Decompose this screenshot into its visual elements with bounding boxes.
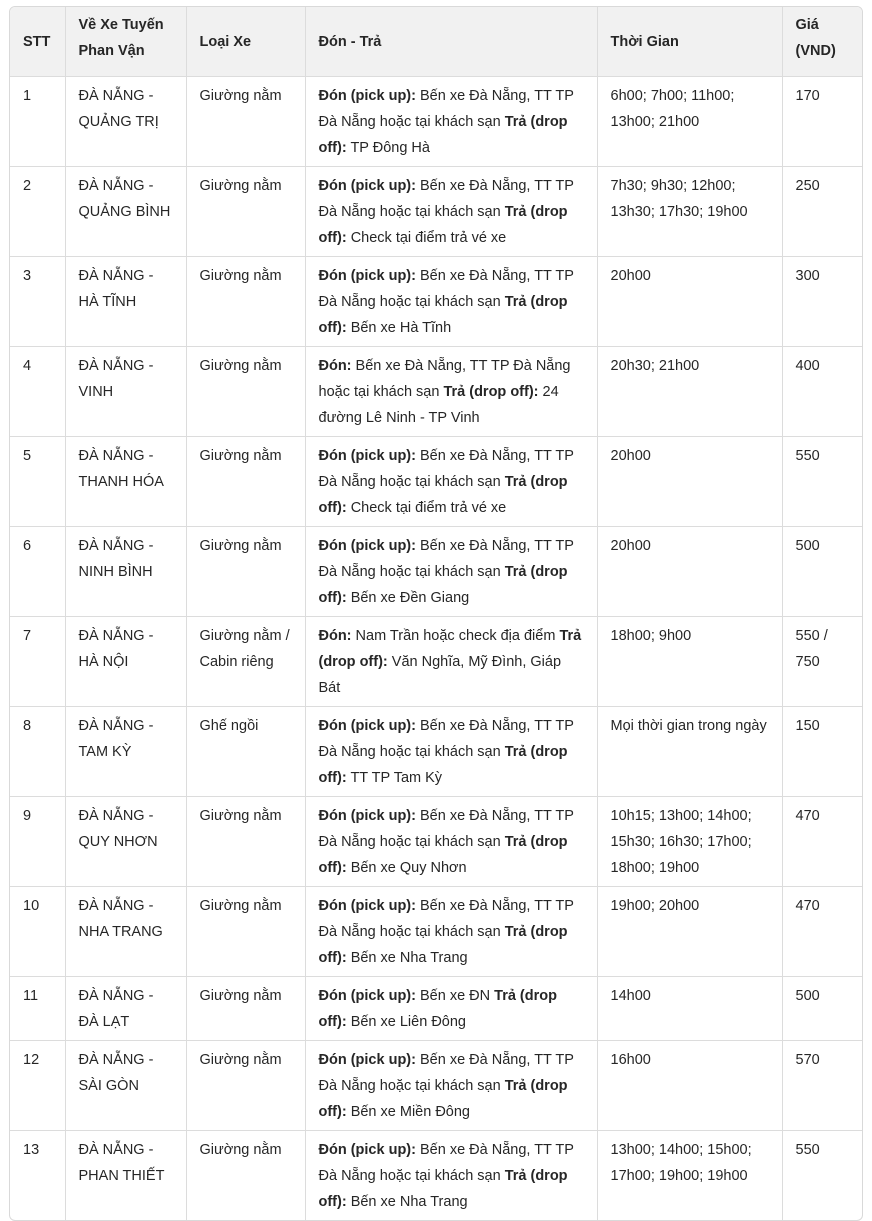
cell-stt: 11 [10, 977, 65, 1041]
dropoff-label: Trả (drop off): [318, 1168, 568, 1210]
cell-vehicle-type: Giường nằm [186, 1131, 305, 1221]
pickup-text: Bến xe Đà Nẵng, TT TP Đà Nẵng hoặc tại khách sạn [318, 448, 574, 490]
cell-price: 500 [782, 977, 862, 1041]
cell-price: 500 [782, 527, 862, 617]
cell-stt: 8 [10, 707, 65, 797]
dropoff-label: Trả (drop off): [318, 744, 568, 786]
cell-pickup-dropoff [305, 167, 597, 257]
cell-price: 250 [782, 167, 862, 257]
header-stt: STT [10, 7, 65, 77]
cell-pickup-dropoff [305, 527, 597, 617]
cell-price: 170 [782, 77, 862, 167]
cell-stt: 1 [10, 77, 65, 167]
header-time: Thời Gian [597, 7, 782, 77]
cell-vehicle-type: Giường nằm [186, 257, 305, 347]
pickup-label: Đón (pick up): [318, 1052, 416, 1068]
cell-route: ĐÀ NẴNG - NINH BÌNH [65, 527, 186, 617]
dropoff-text: Bến xe Đền Giang [346, 590, 470, 606]
dropoff-label: Trả (drop off): [318, 474, 568, 516]
table-row [10, 437, 862, 527]
cell-vehicle-type: Giường nằm [186, 797, 305, 887]
cell-price: 550 [782, 437, 862, 527]
cell-route: ĐÀ NẴNG - QUẢNG BÌNH [65, 167, 186, 257]
pickup-text: Bến xe Đà Nẵng, TT TP Đà Nẵng hoặc tại khách sạn [318, 718, 574, 760]
pickup-text: Nam Trần hoặc check địa điểm [351, 628, 560, 644]
cell-route: ĐÀ NẴNG - QUẢNG TRỊ [65, 77, 186, 167]
cell-vehicle-type: Giường nằm [186, 1041, 305, 1131]
pickup-text: Bến xe Đà Nẵng, TT TP Đà Nẵng hoặc tại khách sạn [318, 1052, 574, 1094]
dropoff-text: TT TP Tam Kỳ [346, 770, 443, 786]
pickup-label: Đón: [318, 358, 352, 374]
cell-stt: 3 [10, 257, 65, 347]
cell-stt: 7 [10, 617, 65, 707]
dropoff-text: Check tại điểm trả vé xe [346, 500, 507, 516]
cell-vehicle-type: Giường nằm [186, 527, 305, 617]
cell-route: ĐÀ NẴNG - SÀI GÒN [65, 1041, 186, 1131]
cell-time: 10h15; 13h00; 14h00; 15h30; 16h30; 17h00; 18h00; 19h00 [597, 797, 782, 887]
cell-pickup-dropoff [305, 77, 597, 167]
pickup-text: Bến xe Đà Nẵng, TT TP Đà Nẵng hoặc tại khách sạn [318, 898, 574, 940]
cell-time: 13h00; 14h00; 15h00; 17h00; 19h00; 19h00 [597, 1131, 782, 1221]
cell-time: 18h00; 9h00 [597, 617, 782, 707]
dropoff-label: Trả (drop off): [318, 988, 557, 1030]
pickup-label: Đón: [318, 628, 352, 644]
table-row [10, 527, 862, 617]
cell-time: 20h30; 21h00 [597, 347, 782, 437]
cell-vehicle-type: Giường nằm [186, 167, 305, 257]
cell-route: ĐÀ NẴNG - QUY NHƠN [65, 797, 186, 887]
cell-stt: 4 [10, 347, 65, 437]
pickup-text: Bến xe Đà Nẵng, TT TP Đà Nẵng hoặc tại khách sạn [318, 358, 571, 400]
dropoff-label: Trả (drop off): [318, 204, 568, 246]
cell-stt: 13 [10, 1131, 65, 1221]
dropoff-text: 24 đường Lê Ninh - TP Vinh [318, 384, 559, 426]
cell-stt: 5 [10, 437, 65, 527]
cell-stt: 2 [10, 167, 65, 257]
dropoff-text: Bến xe Quy Nhơn [346, 860, 467, 876]
cell-vehicle-type: Giường nằm [186, 437, 305, 527]
dropoff-text: Check tại điểm trả vé xe [346, 230, 507, 246]
pickup-label: Đón (pick up): [318, 448, 416, 464]
dropoff-label: Trả (drop off): [443, 384, 539, 400]
cell-route: ĐÀ NẴNG - ĐÀ LẠT [65, 977, 186, 1041]
cell-price: 570 [782, 1041, 862, 1131]
table-row [10, 347, 862, 437]
bus-route-table-container [9, 6, 863, 1221]
header-pickup-dropoff: Đón - Trả [305, 7, 597, 77]
dropoff-text: Văn Nghĩa, Mỹ Đình, Giáp Bát [318, 654, 562, 696]
cell-time: 16h00 [597, 1041, 782, 1131]
table-row [10, 167, 862, 257]
bus-route-table [10, 7, 862, 1220]
cell-vehicle-type: Giường nằm / Cabin riêng [186, 617, 305, 707]
cell-route: ĐÀ NẴNG - NHA TRANG [65, 887, 186, 977]
cell-stt: 9 [10, 797, 65, 887]
cell-time: 14h00 [597, 977, 782, 1041]
pickup-label: Đón (pick up): [318, 988, 416, 1004]
pickup-label: Đón (pick up): [318, 1142, 416, 1158]
cell-route: ĐÀ NẴNG - HÀ TĨNH [65, 257, 186, 347]
cell-pickup-dropoff [305, 617, 597, 707]
table-row [10, 1041, 862, 1131]
pickup-label: Đón (pick up): [318, 538, 416, 554]
header-vehicle-type: Loại Xe [186, 7, 305, 77]
dropoff-label: Trả (drop off): [318, 294, 568, 336]
cell-route: ĐÀ NẴNG - THANH HÓA [65, 437, 186, 527]
dropoff-text: Bến xe Nha Trang [346, 950, 468, 966]
pickup-label: Đón (pick up): [318, 268, 416, 284]
pickup-label: Đón (pick up): [318, 808, 416, 824]
pickup-label: Đón (pick up): [318, 88, 416, 104]
cell-time: 20h00 [597, 257, 782, 347]
dropoff-label: Trả (drop off): [318, 1078, 568, 1120]
table-row [10, 887, 862, 977]
cell-route: ĐÀ NẴNG - VINH [65, 347, 186, 437]
cell-time: 20h00 [597, 527, 782, 617]
pickup-label: Đón (pick up): [318, 898, 416, 914]
cell-pickup-dropoff [305, 437, 597, 527]
pickup-text: Bến xe ĐN [415, 988, 495, 1004]
pickup-text: Bến xe Đà Nẵng, TT TP Đà Nẵng hoặc tại khách sạn [318, 808, 574, 850]
cell-pickup-dropoff [305, 797, 597, 887]
pickup-text: Bến xe Đà Nẵng, TT TP Đà Nẵng hoặc tại khách sạn [318, 1142, 574, 1184]
cell-pickup-dropoff [305, 347, 597, 437]
cell-price: 550 / 750 [782, 617, 862, 707]
cell-vehicle-type: Giường nằm [186, 77, 305, 167]
cell-price: 400 [782, 347, 862, 437]
dropoff-text: Bến xe Liên Đông [346, 1014, 466, 1030]
pickup-label: Đón (pick up): [318, 178, 416, 194]
cell-stt: 10 [10, 887, 65, 977]
dropoff-label: Trả (drop off): [318, 114, 568, 156]
cell-pickup-dropoff [305, 707, 597, 797]
dropoff-text: Bến xe Miền Đông [346, 1104, 470, 1120]
cell-time: 7h30; 9h30; 12h00; 13h30; 17h30; 19h00 [597, 167, 782, 257]
cell-route: ĐÀ NẴNG - PHAN THIẾT [65, 1131, 186, 1221]
cell-pickup-dropoff [305, 887, 597, 977]
header-price: Giá (VND) [782, 7, 862, 77]
cell-time: 6h00; 7h00; 11h00; 13h00; 21h00 [597, 77, 782, 167]
dropoff-label: Trả (drop off): [318, 924, 568, 966]
cell-time: 19h00; 20h00 [597, 887, 782, 977]
cell-pickup-dropoff [305, 1131, 597, 1221]
pickup-text: Bến xe Đà Nẵng, TT TP Đà Nẵng hoặc tại khách sạn [318, 268, 574, 310]
cell-vehicle-type: Giường nằm [186, 977, 305, 1041]
cell-stt: 12 [10, 1041, 65, 1131]
cell-vehicle-type: Giường nằm [186, 887, 305, 977]
cell-price: 550 [795, 1142, 820, 1158]
table-row [10, 707, 862, 797]
header-row [10, 7, 862, 77]
cell-price: 300 [782, 257, 862, 347]
pickup-text: Bến xe Đà Nẵng, TT TP Đà Nẵng hoặc tại khách sạn [318, 538, 574, 580]
table-row [10, 257, 862, 347]
cell-price: 150 [782, 707, 862, 797]
table-row [10, 1131, 862, 1221]
dropoff-label: Trả (drop off): [318, 564, 568, 606]
table-row [10, 617, 862, 707]
cell-time: 20h00 [597, 437, 782, 527]
header-route: Về Xe Tuyến Phan Vận [65, 7, 186, 77]
cell-price: 470 [782, 797, 862, 887]
dropoff-text: Bến xe Nha Trang [346, 1194, 468, 1210]
cell-route: ĐÀ NẴNG - TAM KỲ [65, 707, 186, 797]
dropoff-label: Trả (drop off): [318, 834, 568, 876]
dropoff-text: TP Đông Hà [346, 140, 430, 156]
table-body [10, 77, 862, 1221]
cell-time: Mọi thời gian trong ngày [597, 707, 782, 797]
dropoff-text: Bến xe Hà Tĩnh [346, 320, 452, 336]
pickup-label: Đón (pick up): [318, 718, 416, 734]
cell-stt: 6 [10, 527, 65, 617]
pickup-text: Bến xe Đà Nẵng, TT TP Đà Nẵng hoặc tại khách sạn [318, 178, 574, 220]
cell-price: 470 [782, 887, 862, 977]
cell-pickup-dropoff [305, 257, 597, 347]
table-row [10, 977, 862, 1041]
cell-vehicle-type: Ghế ngồi [186, 707, 305, 797]
dropoff-label: Trả (drop off): [318, 628, 582, 670]
table-row [10, 797, 862, 887]
cell-pickup-dropoff [305, 1041, 597, 1131]
table-row [10, 77, 862, 167]
cell-vehicle-type: Giường nằm [186, 347, 305, 437]
cell-route: ĐÀ NẴNG - HÀ NỘI [65, 617, 186, 707]
pickup-text: Bến xe Đà Nẵng, TT TP Đà Nẵng hoặc tại khách sạn [318, 88, 574, 130]
cell-pickup-dropoff [305, 977, 597, 1041]
